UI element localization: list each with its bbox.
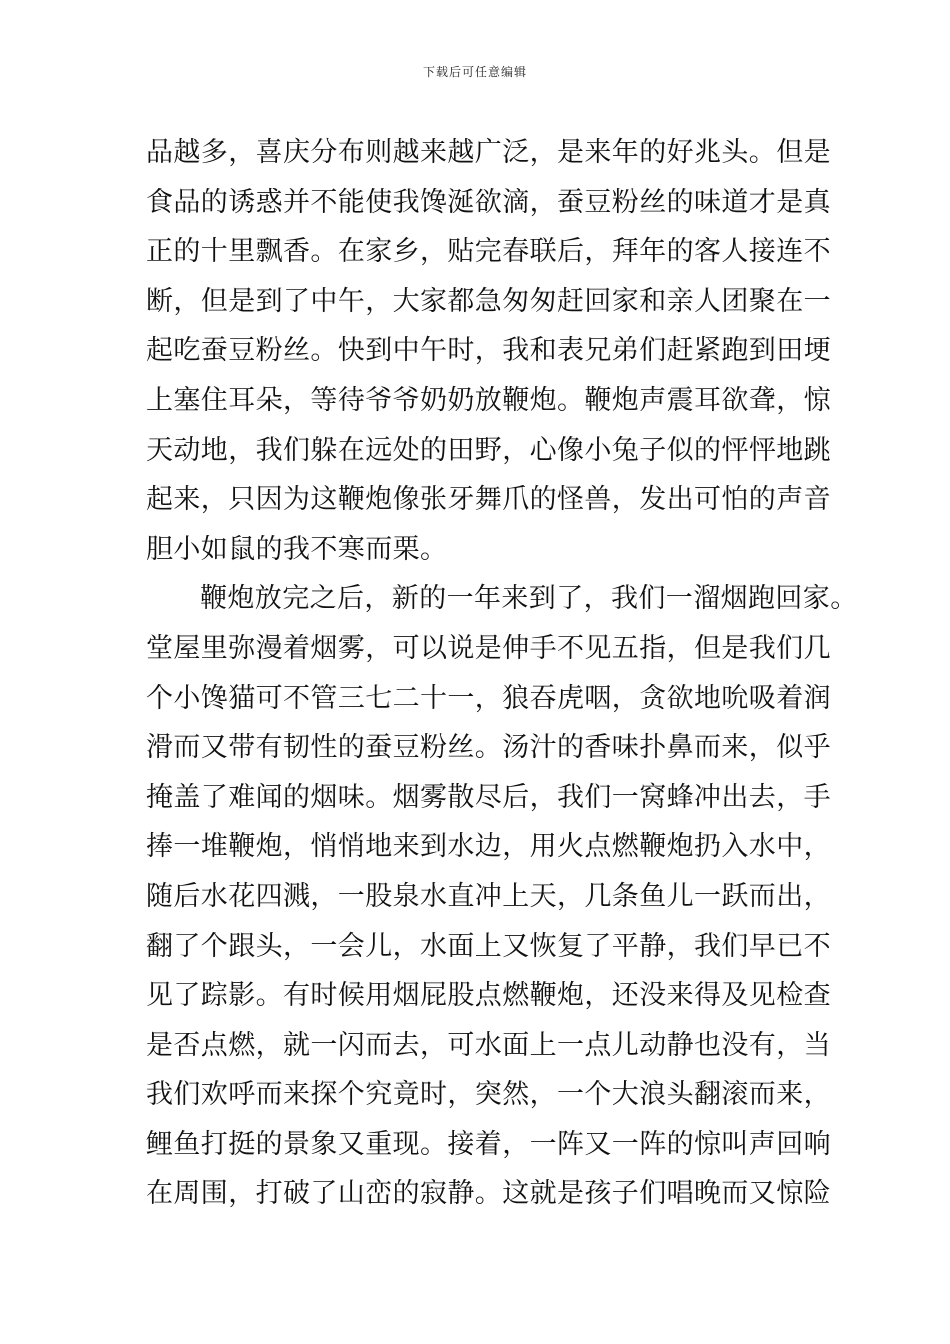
text-line: 随后水花四溅，一股泉水直冲上天，几条鱼儿一跃而出， xyxy=(146,880,831,912)
text-line: 翻了个跟头，一会儿，水面上又恢复了平静，我们早已不 xyxy=(146,930,831,962)
text-line: 起来，只因为这鞭炮像张牙舞爪的怪兽，发出可怕的声音 xyxy=(146,484,831,516)
page-header: 下载后可任意编辑 xyxy=(422,65,527,79)
text-line: 捧一堆鞭炮，悄悄地来到水边，用火点燃鞭炮扔入水中， xyxy=(146,831,831,863)
text-line: 掩盖了难闻的烟味。烟雾散尽后，我们一窝蜂冲出去，手 xyxy=(146,781,831,813)
text-line: 胆小如鼠的我不寒而栗。 xyxy=(146,533,448,565)
text-line: 上塞住耳朵，等待爷爷奶奶放鞭炮。鞭炮声震耳欲聋，惊 xyxy=(146,384,831,416)
text-line: 是否点燃，就一闪而去，可水面上一点儿动静也没有，当 xyxy=(146,1029,831,1061)
text-line: 见了踪影。有时候用烟屁股点燃鞭炮，还没来得及见检查 xyxy=(146,980,831,1012)
text-line: 断，但是到了中午，大家都急匆匆赶回家和亲人团聚在一 xyxy=(146,285,831,317)
text-line: 天动地，我们躲在远处的田野，心像小兔子似的怦怦地跳 xyxy=(146,434,831,466)
text-line: 正的十里飘香。在家乡，贴完春联后，拜年的客人接连不 xyxy=(146,236,831,268)
text-line: 品越多，喜庆分布则越来越广泛，是来年的好兆头。但是 xyxy=(146,137,831,168)
text-line: 我们欢呼而来探个究竟时，突然，一个大浪头翻滚而来， xyxy=(146,1079,831,1111)
paragraph-start-line: 鞭炮放完之后，新的一年来到了，我们一溜烟跑回家。 xyxy=(200,583,858,615)
text-line: 个小馋猫可不管三七二十一，狼吞虎咽，贪欲地吮吸着润 xyxy=(146,682,831,714)
text-line: 在周围，打破了山峦的寂静。这就是孩子们唱晚而又惊险 xyxy=(146,1178,831,1210)
text-line: 滑而又带有韧性的蚕豆粉丝。汤汁的香味扑鼻而来，似乎 xyxy=(146,732,831,764)
text-line: 起吃蚕豆粉丝。快到中午时，我和表兄弟们赶紧跑到田埂 xyxy=(146,335,831,367)
text-line: 食品的诱惑并不能使我馋涎欲滴，蚕豆粉丝的味道才是真 xyxy=(146,186,831,218)
document-body xyxy=(146,128,858,1219)
text-line: 鲤鱼打挺的景象又重现。接着，一阵又一阵的惊叫声回响 xyxy=(146,1128,831,1160)
text-line: 堂屋里弥漫着烟雾，可以说是伸手不见五指，但是我们几 xyxy=(146,632,831,664)
